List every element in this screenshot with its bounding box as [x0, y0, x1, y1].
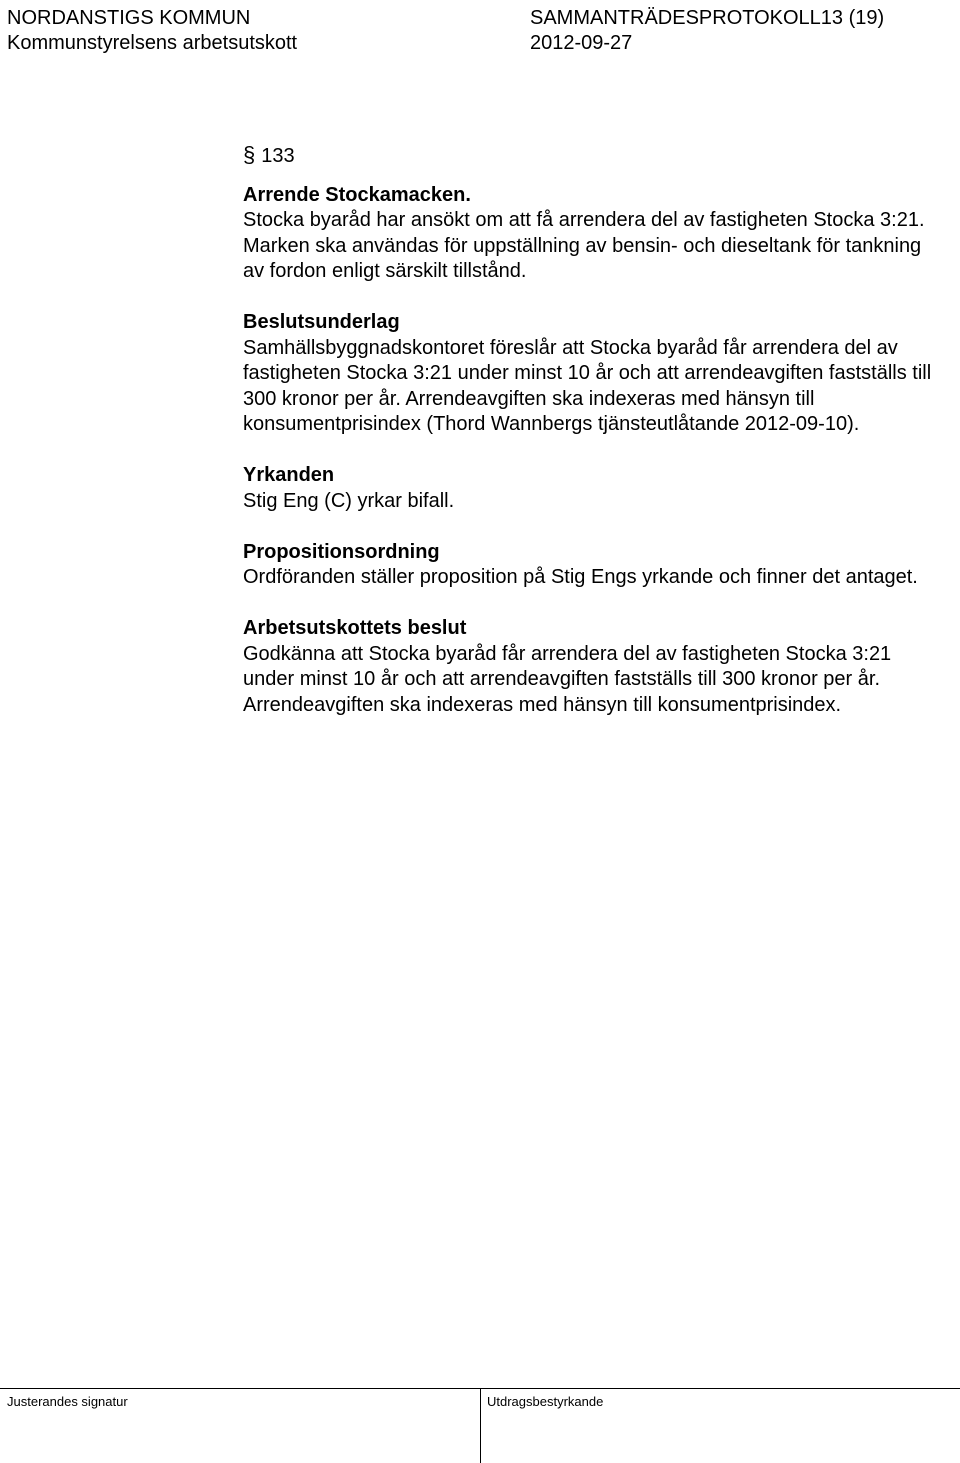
section-heading-propositionsordning: Propositionsordning: [243, 540, 440, 563]
item-title: Arrende Stockamacken.: [243, 183, 471, 206]
organization-name: NORDANSTIGS KOMMUN: [7, 7, 251, 29]
section-text-propositionsordning: Ordföranden ställer proposition på Stig Engs yrkande och finner det antaget.: [243, 566, 918, 588]
certified-label: Utdragsbestyrkande: [487, 1394, 604, 1409]
footer-column-divider: [480, 1388, 481, 1463]
meeting-date: 2012-09-27: [530, 32, 633, 54]
section-text-yrkanden: Stig Eng (C) yrkar bifall.: [243, 489, 455, 512]
section-text-beslut: Godkänna att Stocka byaråd får arrendera del av fastigheten Stocka 3:21 under minst 10 år och att arrendeavgiften fastställs till 300 kronor per år. Arrendeavgiften ska indexeras med hänsyn till konsumentprisindex.: [243, 642, 892, 716]
document-body: [243, 142, 943, 718]
section-sign-icon: §: [243, 142, 256, 167]
section-text-beslutsunderlag: Samhällsbyggnadskontoret föreslår att Stocka byaråd får arrendera del av fastigheten Stocka 3:21 under minst 10 år och att arrendeavgiften fastställs till 300 kronor per år. Arrendeavgiften ska indexeras med hänsyn till konsumentprisindex (Thord Wannbergs tjänsteutlåtande 2012-09-10).: [243, 336, 932, 435]
signature-label: Justerandes signatur: [7, 1394, 128, 1409]
section-heading-yrkanden: Yrkanden: [243, 464, 335, 486]
committee-name: Kommunstyrelsens arbetsutskott: [7, 32, 298, 54]
protocol-title: SAMMANTRÄDESPROTOKOLL13 (19): [530, 7, 885, 29]
item-number-line: [243, 142, 943, 170]
section-heading-beslutsunderlag: Beslutsunderlag: [243, 311, 400, 333]
section-heading-beslut: Arbetsutskottets beslut: [243, 617, 467, 639]
item-number: 133: [261, 145, 295, 167]
item-intro: Stocka byaråd har ansökt om att få arrendera del av fastigheten Stocka 3:21. Marken ska användas för uppställning av bensin- och dieseltank för tankning av fordon enligt särskilt tillstånd.: [243, 209, 925, 282]
